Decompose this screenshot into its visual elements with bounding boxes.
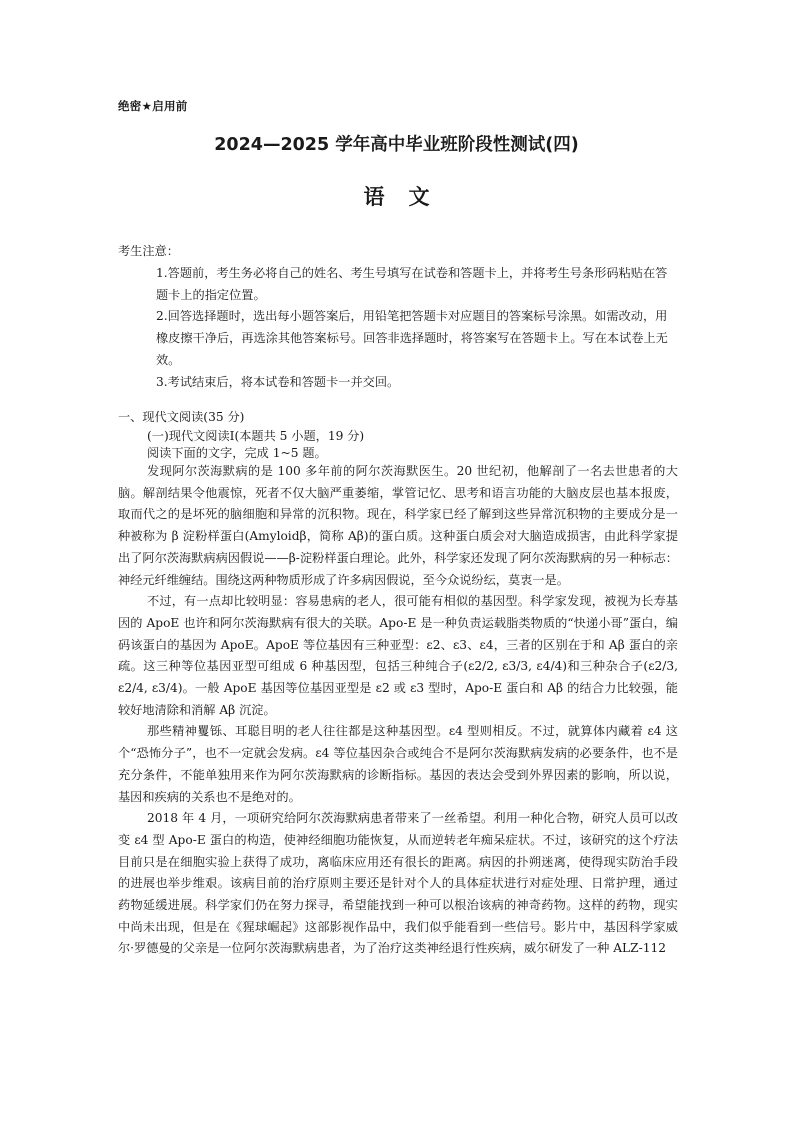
notice-item-text: 2.回答选择题时，选出每小题答案后，用铅笔把答题卡对应题目的答案标号涂黑。如需改动，用橡皮擦干净后，再选涂其他答案标号。回答非选择题时，将答案写在答题卡上。写在本试卷上无效。 [156, 309, 668, 367]
confidential-label: 绝密★启用前 [118, 99, 188, 113]
notice-item [118, 306, 678, 371]
section-heading: 一、现代文阅读(35 分) [118, 410, 245, 424]
notice-list [118, 263, 678, 393]
passage-paragraph: 发现阿尔茨海默病的是 100 多年前的阿尔茨海默医生。20 世纪初，他解剖了一名去世患者的大脑。解剖结果令他震惊，死者不仅大脑严重萎缩，掌管记忆、思考和语言功能的大脑皮层也基本报废，取而代之的是坏死的脑细胞和异常的沉积物。现在，科学家已经了解到这些异常沉积物的主要成分是一种被称为 β 淀粉样蛋白(Amyloidβ，简称 Aβ)的蛋白质。这种蛋白质会对大脑造成损害，由此科学家提出了阿尔茨海默病病因假说——β-淀粉样蛋白理论。此外，科学家还发现了阿尔茨海默病的另一种标志：神经元纤维缠结。围绕这两种物质形成了许多病因假说，至今众说纷纭，莫衷一是。 [118, 464, 678, 587]
notice-item-text: 3.考试结束后，将本试卷和答题卡一并交回。 [156, 374, 400, 389]
passage-paragraph: 那些精神矍铄、耳聪目明的老人往往都是这种基因型。ε4 型则相反。不过，就算体内藏着 ε4 这个“恐怖分子”，也不一定就会发病。ε4 等位基因杂合或纯合不是阿尔茨海默病发病的必要条件，也不是充分条件，不能单独用来作为阿尔茨海默病的诊断指标。基因的表达会受到外界因素的影响，所以说，基因和疾病的关系也不是绝对的。 [118, 724, 678, 804]
passage-paragraph: 2018 年 4 月，一项研究给阿尔茨海默病患者带来了一丝希望。利用一种化合物，研究人员可以改变 ε4 型 Apo-E 蛋白的构造，使神经细胞功能恢复，从而逆转老年痴呆症状。不过，该研究的这个疗法目前只是在细胞实验上获得了成功，离临床应用还有很长的距离。病因的扑朔迷离，使得现实防治手段的进展也举步维艰。该病目前的治疗原则主要还是针对个人的具体症状进行对症处理、日常护理，通过药物延缓进展。科学家们仍在努力探寻，希望能找到一种可以根治该病的神奇药物。这样的药物，现实中尚未出现，但是在《猩球崛起》这部影视作品中，我们似乎能看到一些信号。影片中，基因科学家威尔·罗德曼的父亲是一位阿尔茨海默病患者，为了治疗这类神经退行性疾病，威尔研发了一种 ALZ-112 [118, 811, 678, 956]
passage-paragraph: 不过，有一点却比较明显：容易患病的老人，很可能有相似的基因型。科学家发现，被视为长寿基因的 ApoE 也许和阿尔茨海默病有很大的关联。Apo-E 是一种负责运载脂类物质的“快递小哥”蛋白，编码该蛋白的基因为 ApoE。ApoE 等位基因有三种亚型：ε2、ε3、ε4，三者的区别在于和 Aβ 蛋白的亲疏。这三种等位基因亚型可组成 6 种基因型，包括三种纯合子(ε2/2, ε3/3, ε4/4)和三种杂合子(ε2/3, ε2/4, ε3/4)。一般 ApoE 基因等位基因亚型是 ε2 或 ε3 型时，Apo-E 蛋白和 Aβ 的结合力比较强，能较好地清除和消解 Aβ 沉淀。 [118, 594, 678, 717]
notice-item [118, 263, 678, 306]
subject-title: 语文 [363, 185, 454, 209]
sub-section-heading: (一)现代文阅读Ⅰ(本题共 5 小题，19 分) [147, 429, 365, 443]
exam-title: 2024—2025 学年高中毕业班阶段性测试(四) [214, 135, 579, 155]
reading-instruction: 阅读下面的文字，完成 1~5 题。 [147, 446, 327, 460]
reading-passage [118, 461, 678, 960]
notice-item [118, 372, 678, 394]
notice-heading: 考生注意： [118, 244, 179, 258]
notice-item-text: 1.答题前，考生务必将自己的姓名、考生号填写在试卷和答题卡上，并将考生号条形码粘贴在答题卡上的指定位置。 [156, 266, 668, 302]
